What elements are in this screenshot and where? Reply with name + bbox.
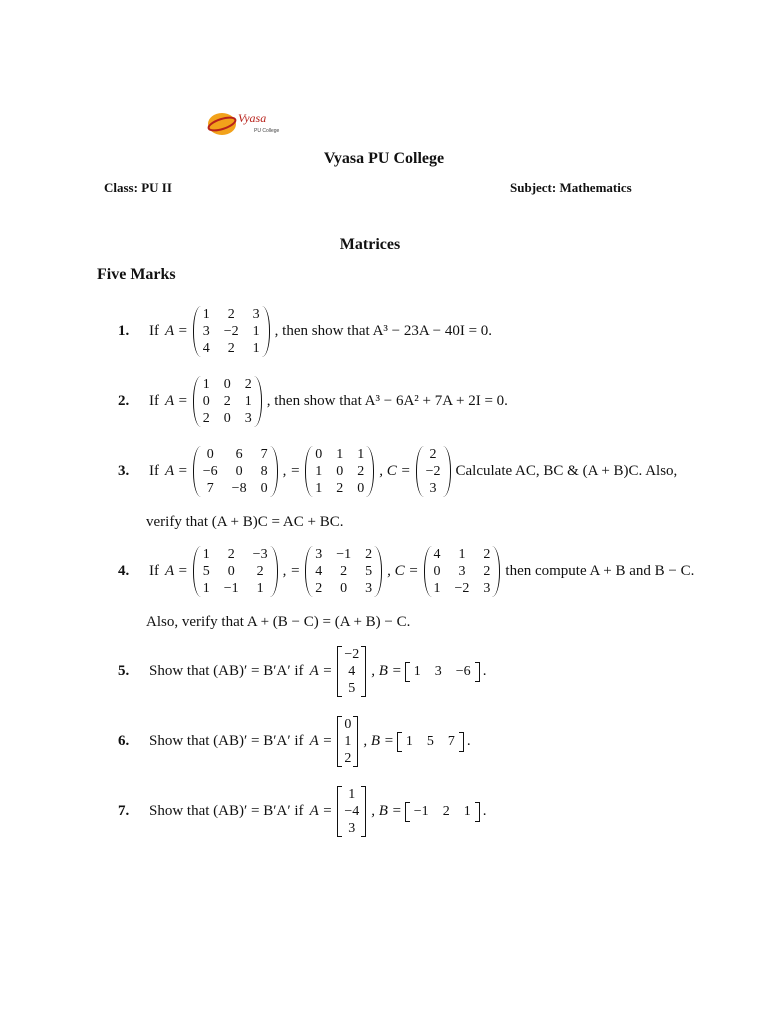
matrix-entry: 1: [413, 663, 421, 679]
matrix-entry: 2: [227, 341, 235, 356]
question-tail: .: [466, 733, 471, 749]
matrix-entry: 1: [344, 734, 352, 749]
matrix-entry: 2: [202, 411, 210, 426]
matrix-label: A =: [165, 563, 188, 579]
matrix-entry: 0: [340, 581, 348, 596]
matrix-a: [193, 546, 278, 597]
matrix-b: [305, 546, 382, 597]
matrix-entry: 4: [315, 564, 323, 579]
matrix-entry: 6: [235, 447, 243, 462]
matrix-entry: 1: [405, 733, 413, 749]
matrix-entry: −1: [336, 547, 352, 562]
matrix-label: , B =: [371, 803, 402, 819]
matrix-label: , =: [282, 463, 301, 479]
matrix-label: A =: [165, 393, 188, 409]
column-matrix-a: [337, 786, 366, 837]
question-lead: If: [149, 323, 159, 339]
question-lead: If: [149, 393, 159, 409]
matrix-label: , B =: [363, 733, 394, 749]
question-tail: Calculate AC, BC & (A + B)C. Also,: [455, 463, 678, 479]
question-lead: Show that (AB)′ = B′A′ if: [149, 663, 304, 679]
matrix-entry: −8: [231, 481, 247, 496]
question-number: 1.: [118, 323, 130, 339]
matrix-entry: 0: [433, 564, 441, 579]
matrix-a: [193, 306, 270, 357]
question-3-continued: verify that (A + B)C = AC + BC.: [146, 514, 344, 530]
matrix-entry: 1: [357, 447, 365, 462]
question-4: [118, 546, 697, 597]
matrix-entry: 7: [260, 447, 268, 462]
matrix-a: [193, 376, 262, 427]
matrix-label: , =: [282, 563, 301, 579]
matrix-entry: 1: [348, 787, 356, 802]
matrix-entry: 3: [348, 821, 356, 836]
matrix-entry: −4: [344, 804, 360, 819]
matrix-entry: 1: [202, 377, 210, 392]
matrix-entry: 0: [344, 717, 352, 732]
matrix-entry: 3: [315, 547, 323, 562]
matrix-label: A =: [309, 803, 333, 819]
matrix-b: [305, 446, 374, 497]
column-matrix-a: [337, 716, 358, 767]
question-tail: then compute A + B and B − C.: [505, 563, 695, 579]
matrix-entry: 8: [260, 464, 268, 479]
matrix-entry: 1: [202, 547, 210, 562]
matrix-entry: 2: [340, 564, 348, 579]
question-3: [118, 446, 680, 497]
matrix-entry: 5: [426, 733, 434, 749]
matrix-entry: 3: [365, 581, 373, 596]
matrix-entry: 4: [348, 664, 356, 679]
matrix-entry: 2: [223, 394, 231, 409]
matrix-entry: 2: [344, 751, 352, 766]
matrix-entry: 0: [315, 447, 323, 462]
matrix-entry: 3: [458, 564, 466, 579]
matrix-entry: 3: [483, 581, 491, 596]
matrix-entry: 1: [202, 307, 210, 322]
question-tail: .: [482, 803, 487, 819]
matrix-entry: 0: [336, 464, 344, 479]
question-6: [118, 716, 474, 767]
matrix-entry: 7: [447, 733, 455, 749]
matrix-entry: 0: [206, 447, 214, 462]
matrix-entry: 1: [458, 547, 466, 562]
matrix-entry: 1: [463, 803, 471, 819]
matrix-entry: 1: [315, 464, 323, 479]
matrix-entry: −6: [202, 464, 218, 479]
matrix-entry: 3: [202, 324, 210, 339]
marks-heading: Five Marks: [97, 266, 176, 283]
matrix-label: A =: [309, 733, 333, 749]
row-matrix-b: [397, 732, 464, 752]
matrix-entry: 2: [256, 564, 264, 579]
matrix-entry: 0: [227, 564, 235, 579]
matrix-entry: 2: [365, 547, 373, 562]
question-number: 5.: [118, 663, 130, 679]
matrix-entry: 1: [244, 394, 252, 409]
matrix-entry: 1: [252, 324, 260, 339]
question-5: [118, 646, 489, 697]
matrix-entry: 0: [223, 411, 231, 426]
matrix-entry: −3: [252, 547, 268, 562]
matrix-label: , C =: [387, 563, 419, 579]
matrix-entry: −2: [344, 647, 360, 662]
row-matrix-b: [405, 802, 480, 822]
matrix-entry: 4: [433, 547, 441, 562]
matrix-entry: 2: [315, 581, 323, 596]
column-matrix-a: [337, 646, 366, 697]
matrix-entry: 2: [244, 377, 252, 392]
question-number: 3.: [118, 463, 130, 479]
matrix-entry: −2: [223, 324, 239, 339]
matrix-entry: 4: [202, 341, 210, 356]
question-lead: Show that (AB)′ = B′A′ if: [149, 733, 304, 749]
matrix-label: A =: [165, 463, 188, 479]
class-label: Class: PU II: [104, 180, 172, 195]
matrix-entry: 5: [348, 681, 356, 696]
matrix-entry: 3: [252, 307, 260, 322]
svg-text:Vyasa: Vyasa: [238, 111, 267, 125]
subject-label: Subject: Mathematics: [510, 180, 632, 195]
matrix-entry: 2: [429, 447, 437, 462]
matrix-entry: 0: [260, 481, 268, 496]
question-number: 2.: [118, 393, 130, 409]
college-name: Vyasa PU College: [323, 150, 445, 167]
matrix-entry: −2: [454, 581, 470, 596]
matrix-entry: 1: [202, 581, 210, 596]
matrix-entry: 2: [227, 547, 235, 562]
question-4-continued: Also, verify that A + (B − C) = (A + B) − C.: [146, 614, 411, 630]
matrix-entry: 0: [357, 481, 365, 496]
matrix-entry: 1: [433, 581, 441, 596]
matrix-entry: 2: [483, 547, 491, 562]
matrix-entry: 3: [429, 481, 437, 496]
matrix-entry: 5: [202, 564, 210, 579]
question-lead: If: [149, 463, 159, 479]
matrix-label: A =: [165, 323, 188, 339]
svg-text:PU College: PU College: [254, 128, 280, 134]
matrix-a: [193, 446, 278, 497]
matrix-entry: 1: [256, 581, 264, 596]
matrix-entry: 1: [315, 481, 323, 496]
matrix-entry: −2: [425, 464, 441, 479]
row-matrix-b: [405, 662, 480, 682]
matrix-entry: 0: [223, 377, 231, 392]
matrix-entry: −6: [455, 663, 471, 679]
matrix-entry: 2: [442, 803, 450, 819]
matrix-entry: 2: [336, 481, 344, 496]
matrix-entry: 5: [365, 564, 373, 579]
question-tail: .: [482, 663, 487, 679]
matrix-entry: 0: [235, 464, 243, 479]
matrix-entry: 3: [434, 663, 442, 679]
matrix-label: A =: [309, 663, 333, 679]
matrix-entry: 1: [252, 341, 260, 356]
question-lead: Show that (AB)′ = B′A′ if: [149, 803, 304, 819]
college-logo: [202, 88, 302, 148]
matrix-entry: 2: [483, 564, 491, 579]
matrix-c: [424, 546, 501, 597]
matrix-entry: 1: [336, 447, 344, 462]
question-tail: , then show that A³ − 6A² + 7A + 2I = 0.: [266, 393, 508, 409]
matrix-entry: 2: [357, 464, 365, 479]
matrix-c: [416, 446, 451, 497]
question-2: [118, 376, 511, 427]
matrix-entry: 3: [244, 411, 252, 426]
section-title: Matrices: [339, 236, 401, 253]
matrix-entry: −1: [223, 581, 239, 596]
matrix-label: , C =: [379, 463, 411, 479]
matrix-entry: −1: [413, 803, 429, 819]
matrix-label: , B =: [371, 663, 402, 679]
question-lead: If: [149, 563, 159, 579]
question-number: 7.: [118, 803, 130, 819]
question-7: [118, 786, 489, 837]
question-number: 4.: [118, 563, 130, 579]
matrix-entry: 0: [202, 394, 210, 409]
question-tail: , then show that A³ − 23A − 40I = 0.: [274, 323, 493, 339]
question-1: [118, 306, 495, 357]
question-number: 6.: [118, 733, 130, 749]
matrix-entry: 2: [227, 307, 235, 322]
matrix-entry: 7: [206, 481, 214, 496]
